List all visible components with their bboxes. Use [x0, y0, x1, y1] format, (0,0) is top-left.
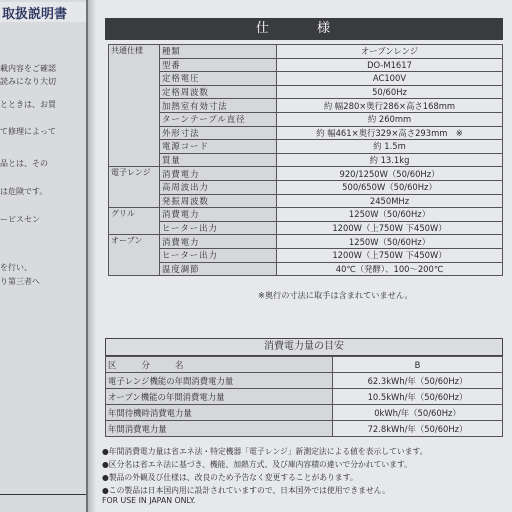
spec-value: 1250W（50/60Hz）	[277, 208, 503, 222]
table-row	[109, 140, 503, 154]
table-row	[109, 126, 503, 140]
left-text-line: 読みになり大切	[0, 77, 56, 86]
spec-item: 定格周波数	[160, 85, 277, 99]
spec-item: 温度調節	[160, 262, 277, 276]
spec-value: 2450MHz	[277, 194, 503, 208]
spec-category	[109, 262, 160, 276]
left-text-line: は危険です。	[0, 187, 48, 196]
spec-category	[109, 180, 160, 194]
power-row-label: 年間消費電力量	[106, 421, 333, 437]
table-row	[106, 373, 503, 389]
spec-value: 約 幅280×奥行286×高さ168mm	[277, 99, 503, 113]
spec-category	[109, 140, 160, 154]
spec-item: 質量	[160, 153, 277, 167]
table-row	[109, 208, 503, 222]
spec-value: 約 1.5m	[277, 140, 503, 154]
table-row	[106, 405, 503, 421]
left-text-line: り第三者へ	[0, 277, 40, 286]
table-row	[109, 248, 503, 262]
spec-item: 高周波出力	[160, 180, 277, 194]
spec-value: 約 幅461×奥行329×高さ293mm ※	[277, 126, 503, 140]
table-row	[106, 421, 503, 437]
spec-item: 加熱室有効寸法	[160, 99, 277, 113]
footnote: ●製品の外観及び仕様は、改良のため予告なく変更することがあります。	[102, 473, 358, 482]
spec-category	[109, 248, 160, 262]
table-row	[109, 167, 503, 181]
table-row	[109, 235, 503, 249]
spec-category: グリル	[109, 208, 160, 222]
power-row-value: 10.5kWh/年（50/60Hz）	[333, 389, 503, 405]
spec-item: 種類	[160, 45, 277, 59]
left-text-line: て修理によって	[0, 127, 56, 136]
power-row-label: 電子レンジ機能の年間消費電力量	[106, 373, 333, 389]
manual-title: 取扱説明書	[2, 7, 68, 22]
table-row	[109, 58, 503, 72]
spec-category	[109, 112, 160, 126]
spec-value: 1250W（50/60Hz）	[277, 235, 503, 249]
table-row	[109, 180, 503, 194]
spec-category: 共通仕様	[109, 45, 160, 59]
left-text-line: 載内容をご確認	[0, 64, 56, 73]
spec-item: 電源コード	[160, 140, 277, 154]
spec-page	[88, 0, 512, 512]
footnote: ●年間消費電力量は省エネ法・特定機器「電子レンジ」新測定法による値を表示しています。	[102, 447, 428, 456]
spec-note: ※奥行の寸法に取手は含まれていません。	[258, 290, 413, 300]
spec-item: ヒーター出力	[160, 248, 277, 262]
left-page	[0, 0, 86, 512]
table-row	[109, 194, 503, 208]
left-page-rule	[0, 494, 86, 495]
power-row-value: 0kWh/年（50/60Hz）	[333, 405, 503, 421]
table-row	[109, 262, 503, 276]
spec-value: 500/650W（50/60Hz）	[277, 180, 503, 194]
spec-item: 消費電力	[160, 235, 277, 249]
power-row-label: 年間待機時消費電力量	[106, 405, 333, 421]
footnote: ●区分名は省エネ法に基づき、機能、加熱方式、及び庫内容積の違いで分かれています。	[102, 460, 412, 469]
spec-item: ヒーター出力	[160, 221, 277, 235]
spec-item: 消費電力	[160, 167, 277, 181]
spec-category	[109, 221, 160, 235]
spec-value: 約 260mm	[277, 112, 503, 126]
spec-value: AC100V	[277, 72, 503, 86]
spec-category: オーブン	[109, 235, 160, 249]
spec-title: 仕 様	[105, 18, 503, 40]
spec-item: 発振周波数	[160, 194, 277, 208]
table-row	[109, 221, 503, 235]
power-row-value: 62.3kWh/年（50/60Hz）	[333, 373, 503, 389]
power-header-value: B	[333, 357, 503, 373]
power-row-label: オーブン機能の年間消費電力量	[106, 389, 333, 405]
spec-value: 920/1250W（50/60Hz）	[277, 167, 503, 181]
spec-value: 1200W（上750W 下450W）	[277, 248, 503, 262]
spec-item: ターンテーブル直径	[160, 112, 277, 126]
table-row	[109, 99, 503, 113]
spec-category: 電子レンジ	[109, 167, 160, 181]
spec-category	[109, 99, 160, 113]
spec-category	[109, 72, 160, 86]
power-table	[105, 356, 503, 437]
spec-category	[109, 85, 160, 99]
left-text-line: とときは、お買	[0, 100, 56, 109]
spec-category	[109, 58, 160, 72]
power-header-row	[106, 357, 503, 373]
spec-category	[109, 194, 160, 208]
power-title: 消費電力量の目安	[105, 338, 503, 356]
left-text-line: 品とは、その	[0, 159, 48, 168]
spec-value: 約 13.1kg	[277, 153, 503, 167]
table-row	[109, 153, 503, 167]
table-row	[109, 85, 503, 99]
spec-value: 1200W（上750W 下450W）	[277, 221, 503, 235]
table-row	[109, 112, 503, 126]
power-row-value: 72.8kWh/年（50/60Hz）	[333, 421, 503, 437]
power-header-label: 区 分 名	[106, 357, 333, 373]
table-row	[109, 72, 503, 86]
spec-table	[108, 44, 503, 276]
spec-value: オーブンレンジ	[277, 45, 503, 59]
spec-value: 40℃（発酵）、100～200℃	[277, 262, 503, 276]
spec-value: DO-M1617	[277, 58, 503, 72]
spec-item: 消費電力	[160, 208, 277, 222]
spec-category	[109, 153, 160, 167]
spec-item: 定格電圧	[160, 72, 277, 86]
table-row	[106, 389, 503, 405]
left-text-line: ービスセン	[0, 215, 40, 224]
footnote: ●この製品は日本国内用に設計されていますので、日本国外では使用できません。	[102, 486, 390, 495]
left-text-line: を行い、	[0, 263, 32, 272]
spec-item: 型番	[160, 58, 277, 72]
spec-value: 50/60Hz	[277, 85, 503, 99]
footnote: FOR USE IN JAPAN ONLY.	[102, 496, 196, 505]
spec-item: 外形寸法	[160, 126, 277, 140]
table-row	[109, 45, 503, 59]
spec-category	[109, 126, 160, 140]
manual-title-strip	[0, 2, 86, 22]
